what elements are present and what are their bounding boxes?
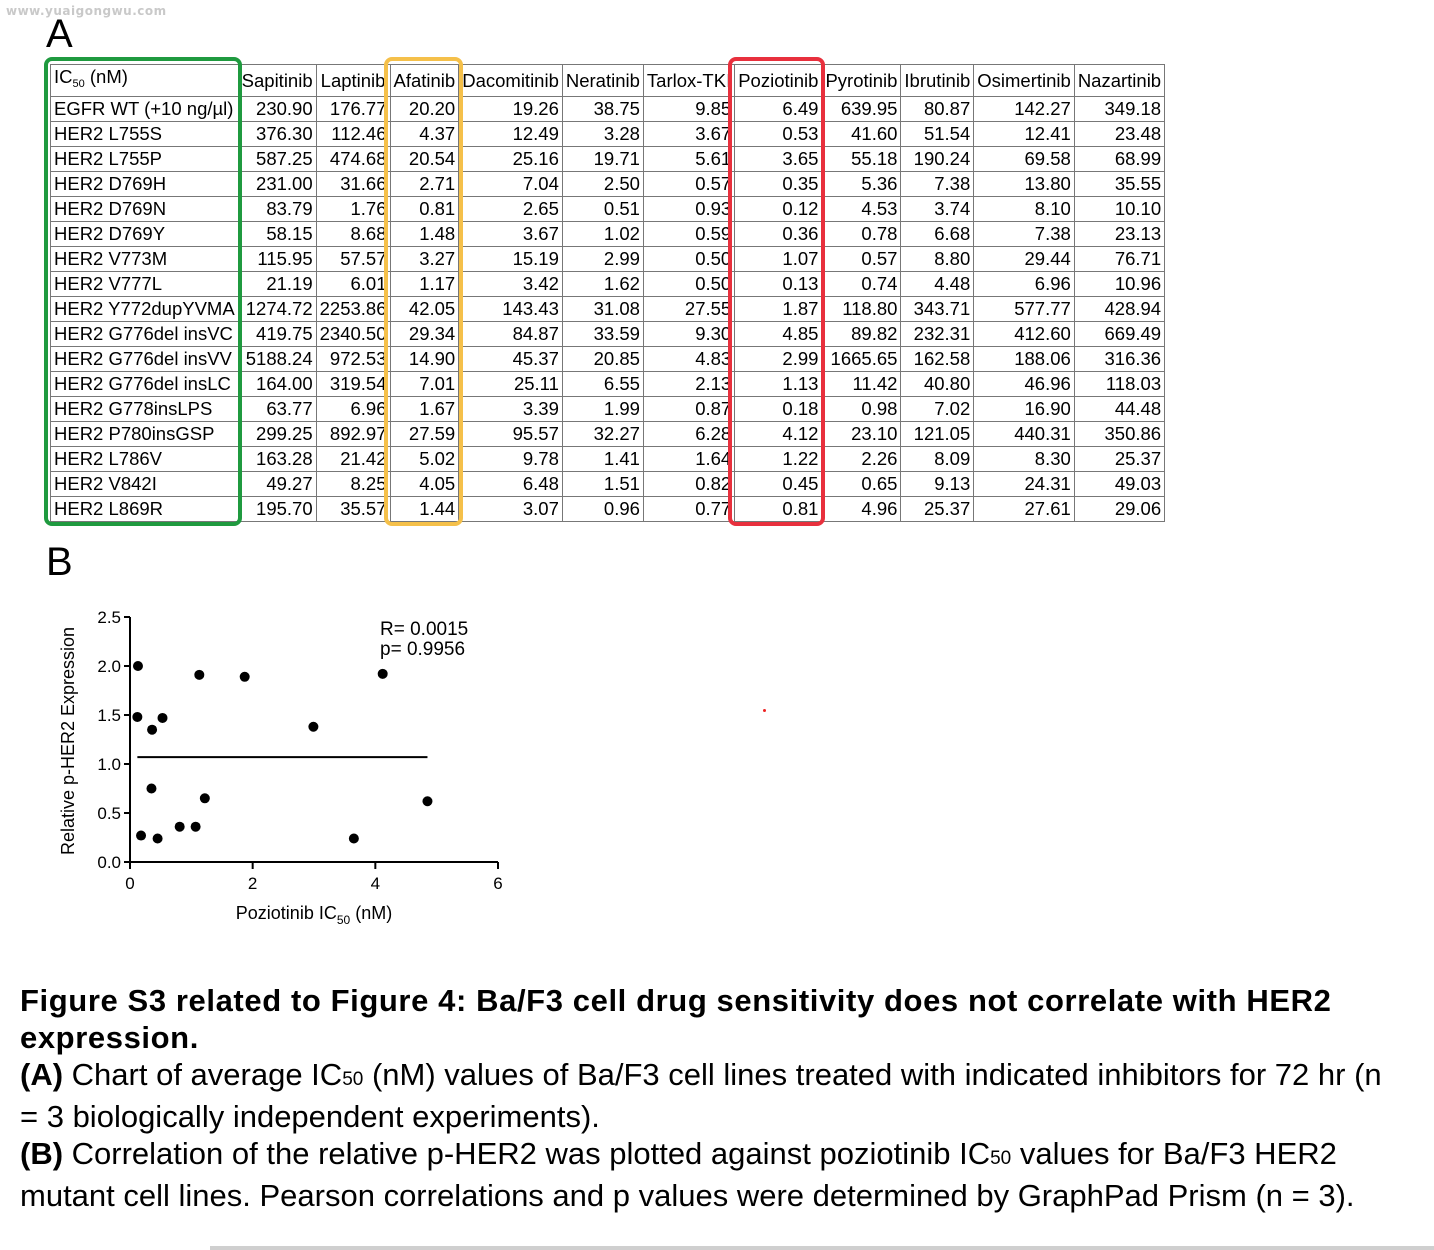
caption-a-subscript: 50 bbox=[342, 1069, 364, 1090]
table-cell: 0.35 bbox=[735, 172, 822, 197]
table-cell: 2.71 bbox=[390, 172, 459, 197]
caption-a-label: (A) bbox=[20, 1057, 64, 1092]
table-cell: 115.95 bbox=[238, 247, 316, 272]
table-cell: 0.65 bbox=[822, 472, 901, 497]
table-cell: 31.08 bbox=[562, 297, 643, 322]
table-cell: 1.67 bbox=[390, 397, 459, 422]
table-cell: 3.65 bbox=[735, 147, 822, 172]
table-row bbox=[51, 322, 1165, 347]
table-cell: 232.31 bbox=[901, 322, 974, 347]
table-cell: 12.41 bbox=[974, 122, 1075, 147]
table-cell: 23.13 bbox=[1074, 222, 1164, 247]
table-cell: 29.06 bbox=[1074, 497, 1164, 522]
stray-red-dot bbox=[763, 709, 766, 712]
table-cell: 6.96 bbox=[974, 272, 1075, 297]
table-cell: 1.17 bbox=[390, 272, 459, 297]
table-cell: 231.00 bbox=[238, 172, 316, 197]
column-header-sapitinib: Sapitinib bbox=[238, 65, 316, 97]
table-cell: 6.96 bbox=[316, 397, 390, 422]
table-cell: 1.76 bbox=[316, 197, 390, 222]
table-cell: 84.87 bbox=[459, 322, 563, 347]
table-cell: 5.02 bbox=[390, 447, 459, 472]
table-cell: 35.55 bbox=[1074, 172, 1164, 197]
table-cell: 20.54 bbox=[390, 147, 459, 172]
table-cell: 349.18 bbox=[1074, 97, 1164, 122]
table-cell: 428.94 bbox=[1074, 297, 1164, 322]
panel-a-label: A bbox=[46, 12, 73, 56]
table-cell: 55.18 bbox=[822, 147, 901, 172]
table-cell: 10.10 bbox=[1074, 197, 1164, 222]
table-cell: 639.95 bbox=[822, 97, 901, 122]
table-cell: 7.04 bbox=[459, 172, 563, 197]
stats-r-text: R= 0.0015 bbox=[380, 619, 469, 640]
table-row bbox=[51, 372, 1165, 397]
table-cell: 3.67 bbox=[643, 122, 734, 147]
data-point bbox=[133, 661, 143, 671]
table-cell: 163.28 bbox=[238, 447, 316, 472]
row-label: HER2 L755S bbox=[51, 122, 239, 147]
table-cell: 14.90 bbox=[390, 347, 459, 372]
table-cell: 0.53 bbox=[735, 122, 822, 147]
table-cell: 9.30 bbox=[643, 322, 734, 347]
table-cell: 3.67 bbox=[459, 222, 563, 247]
table-cell: 0.50 bbox=[643, 272, 734, 297]
corner-header bbox=[51, 65, 239, 97]
table-cell: 972.53 bbox=[316, 347, 390, 372]
table-cell: 57.57 bbox=[316, 247, 390, 272]
table-row bbox=[51, 472, 1165, 497]
table-cell: 23.10 bbox=[822, 422, 901, 447]
table-cell: 419.75 bbox=[238, 322, 316, 347]
data-point bbox=[132, 712, 142, 722]
table-cell: 3.07 bbox=[459, 497, 563, 522]
column-header-laptinib: Laptinib bbox=[316, 65, 390, 97]
data-point bbox=[146, 784, 156, 794]
table-cell: 27.61 bbox=[974, 497, 1075, 522]
caption-part-a bbox=[20, 1056, 1390, 1135]
column-header-nazartinib: Nazartinib bbox=[1074, 65, 1164, 97]
column-header-tarlox-tki: Tarlox-TKI bbox=[643, 65, 734, 97]
table-cell: 1.87 bbox=[735, 297, 822, 322]
table-cell: 9.85 bbox=[643, 97, 734, 122]
table-cell: 58.15 bbox=[238, 222, 316, 247]
data-point bbox=[136, 831, 146, 841]
table-cell: 25.16 bbox=[459, 147, 563, 172]
table-cell: 33.59 bbox=[562, 322, 643, 347]
table-cell: 38.75 bbox=[562, 97, 643, 122]
table-cell: 19.71 bbox=[562, 147, 643, 172]
table-cell: 474.68 bbox=[316, 147, 390, 172]
data-point bbox=[378, 669, 388, 679]
table-cell: 21.42 bbox=[316, 447, 390, 472]
table-cell: 4.37 bbox=[390, 122, 459, 147]
table-cell: 25.11 bbox=[459, 372, 563, 397]
table-cell: 6.49 bbox=[735, 97, 822, 122]
table-cell: 343.71 bbox=[901, 297, 974, 322]
table-cell: 35.57 bbox=[316, 497, 390, 522]
row-label: HER2 V842I bbox=[51, 472, 239, 497]
table-cell: 6.55 bbox=[562, 372, 643, 397]
table-cell: 188.06 bbox=[974, 347, 1075, 372]
table-row bbox=[51, 297, 1165, 322]
table-cell: 0.78 bbox=[822, 222, 901, 247]
table-cell: 8.10 bbox=[974, 197, 1075, 222]
watermark: www.yuaigongwu.com bbox=[6, 4, 167, 18]
table-row bbox=[51, 397, 1165, 422]
row-label: HER2 Y772dupYVMA bbox=[51, 297, 239, 322]
table-cell: 3.28 bbox=[562, 122, 643, 147]
table-cell: 112.46 bbox=[316, 122, 390, 147]
row-label: HER2 G776del insVC bbox=[51, 322, 239, 347]
plot-points bbox=[132, 661, 432, 843]
table-cell: 0.87 bbox=[643, 397, 734, 422]
y-tick-label: 2.5 bbox=[97, 608, 121, 627]
table-cell: 49.27 bbox=[238, 472, 316, 497]
data-point bbox=[147, 725, 157, 735]
x-tick-label: 6 bbox=[493, 874, 503, 893]
data-point bbox=[158, 713, 168, 723]
table-cell: 0.59 bbox=[643, 222, 734, 247]
table-cell: 9.13 bbox=[901, 472, 974, 497]
table-cell: 8.30 bbox=[974, 447, 1075, 472]
x-tick-label: 4 bbox=[370, 874, 381, 893]
table-cell: 0.77 bbox=[643, 497, 734, 522]
table-cell: 46.96 bbox=[974, 372, 1075, 397]
caption-b-text-1: Correlation of the relative p-HER2 was plotted against poziotinib IC bbox=[63, 1136, 991, 1171]
y-tick-label: 1.0 bbox=[97, 755, 121, 774]
table-cell: 63.77 bbox=[238, 397, 316, 422]
table-cell: 8.25 bbox=[316, 472, 390, 497]
table-cell: 319.54 bbox=[316, 372, 390, 397]
y-tick-label: 1.5 bbox=[97, 706, 121, 725]
table-row bbox=[51, 97, 1165, 122]
table-row bbox=[51, 147, 1165, 172]
data-point bbox=[308, 722, 318, 732]
column-header-pyrotinib: Pyrotinib bbox=[822, 65, 901, 97]
table-cell: 577.77 bbox=[974, 297, 1075, 322]
table-cell: 1.48 bbox=[390, 222, 459, 247]
table-cell: 27.59 bbox=[390, 422, 459, 447]
table-cell: 2.26 bbox=[822, 447, 901, 472]
caption-b-label: (B) bbox=[20, 1136, 64, 1171]
table-cell: 19.26 bbox=[459, 97, 563, 122]
table-header-row bbox=[51, 65, 1165, 97]
table-cell: 5188.24 bbox=[238, 347, 316, 372]
table-cell: 32.27 bbox=[562, 422, 643, 447]
table-cell: 190.24 bbox=[901, 147, 974, 172]
table-cell: 15.19 bbox=[459, 247, 563, 272]
table-cell: 10.96 bbox=[1074, 272, 1164, 297]
ic50-table bbox=[50, 64, 1165, 522]
caption-part-b bbox=[20, 1135, 1390, 1214]
table-cell: 0.36 bbox=[735, 222, 822, 247]
x-axis-label bbox=[236, 903, 392, 927]
table-cell: 3.39 bbox=[459, 397, 563, 422]
table-cell: 6.48 bbox=[459, 472, 563, 497]
table-cell: 118.80 bbox=[822, 297, 901, 322]
column-header-dacomitinib: Dacomitinib bbox=[459, 65, 563, 97]
table-cell: 0.45 bbox=[735, 472, 822, 497]
table-cell: 44.48 bbox=[1074, 397, 1164, 422]
table-row bbox=[51, 422, 1165, 447]
table-cell: 25.37 bbox=[1074, 447, 1164, 472]
table-row bbox=[51, 122, 1165, 147]
table-cell: 143.43 bbox=[459, 297, 563, 322]
table-cell: 1.07 bbox=[735, 247, 822, 272]
table-cell: 7.01 bbox=[390, 372, 459, 397]
table-cell: 5.36 bbox=[822, 172, 901, 197]
table-cell: 4.85 bbox=[735, 322, 822, 347]
table-cell: 0.51 bbox=[562, 197, 643, 222]
table-row bbox=[51, 197, 1165, 222]
table-row bbox=[51, 347, 1165, 372]
table-cell: 1.62 bbox=[562, 272, 643, 297]
table-cell: 0.74 bbox=[822, 272, 901, 297]
table-cell: 8.09 bbox=[901, 447, 974, 472]
row-label: HER2 P780insGSP bbox=[51, 422, 239, 447]
x-tick-label: 0 bbox=[125, 874, 135, 893]
x-axis-label-unit: (nM) bbox=[350, 903, 393, 923]
table-cell: 51.54 bbox=[901, 122, 974, 147]
row-label: HER2 L786V bbox=[51, 447, 239, 472]
row-label: HER2 L755P bbox=[51, 147, 239, 172]
row-label: HER2 G776del insLC bbox=[51, 372, 239, 397]
table-cell: 21.19 bbox=[238, 272, 316, 297]
table-cell: 12.49 bbox=[459, 122, 563, 147]
table-cell: 162.58 bbox=[901, 347, 974, 372]
table-cell: 587.25 bbox=[238, 147, 316, 172]
corner-header-main: IC bbox=[54, 66, 73, 87]
data-point bbox=[194, 670, 204, 680]
table-cell: 892.97 bbox=[316, 422, 390, 447]
table-cell: 25.37 bbox=[901, 497, 974, 522]
table-cell: 45.37 bbox=[459, 347, 563, 372]
table-cell: 6.01 bbox=[316, 272, 390, 297]
table-row bbox=[51, 172, 1165, 197]
caption-title: Figure S3 related to Figure 4: Ba/F3 cell drug sensitivity does not correlate with HER2 expression. bbox=[20, 983, 1332, 1055]
table-cell: 669.49 bbox=[1074, 322, 1164, 347]
table-cell: 440.31 bbox=[974, 422, 1075, 447]
table-cell: 5.61 bbox=[643, 147, 734, 172]
row-label: HER2 V773M bbox=[51, 247, 239, 272]
table-cell: 20.85 bbox=[562, 347, 643, 372]
table-cell: 40.80 bbox=[901, 372, 974, 397]
stats-p-text: p= 0.9956 bbox=[380, 639, 466, 660]
table-cell: 376.30 bbox=[238, 122, 316, 147]
table-cell: 49.03 bbox=[1074, 472, 1164, 497]
table-cell: 142.27 bbox=[974, 97, 1075, 122]
corner-header-unit: (nM) bbox=[84, 66, 128, 87]
table-cell: 0.57 bbox=[643, 172, 734, 197]
panel-b-label: B bbox=[46, 540, 73, 584]
table-cell: 412.60 bbox=[974, 322, 1075, 347]
table-cell: 8.68 bbox=[316, 222, 390, 247]
table-cell: 29.44 bbox=[974, 247, 1075, 272]
table-cell: 31.66 bbox=[316, 172, 390, 197]
table-cell: 2253.86 bbox=[316, 297, 390, 322]
x-tick-label: 2 bbox=[247, 874, 258, 893]
table-cell: 1665.65 bbox=[822, 347, 901, 372]
table-cell: 230.90 bbox=[238, 97, 316, 122]
caption-b-subscript: 50 bbox=[990, 1148, 1012, 1169]
corner-header-subscript: 50 bbox=[72, 78, 85, 90]
table-cell: 0.81 bbox=[735, 497, 822, 522]
table-cell: 0.13 bbox=[735, 272, 822, 297]
column-header-ibrutinib: Ibrutinib bbox=[901, 65, 974, 97]
table-cell: 7.38 bbox=[901, 172, 974, 197]
table-cell: 41.60 bbox=[822, 122, 901, 147]
table-cell: 20.20 bbox=[390, 97, 459, 122]
table-cell: 2.65 bbox=[459, 197, 563, 222]
table-cell: 4.83 bbox=[643, 347, 734, 372]
table-cell: 6.68 bbox=[901, 222, 974, 247]
table-row bbox=[51, 247, 1165, 272]
table-cell: 1.99 bbox=[562, 397, 643, 422]
y-tick-label: 2.0 bbox=[97, 657, 121, 676]
table-cell: 0.93 bbox=[643, 197, 734, 222]
table-cell: 7.02 bbox=[901, 397, 974, 422]
table-row bbox=[51, 447, 1165, 472]
table-cell: 3.74 bbox=[901, 197, 974, 222]
table-cell: 0.18 bbox=[735, 397, 822, 422]
table-cell: 2.13 bbox=[643, 372, 734, 397]
table-cell: 1.51 bbox=[562, 472, 643, 497]
table-cell: 7.38 bbox=[974, 222, 1075, 247]
table-cell: 42.05 bbox=[390, 297, 459, 322]
table-cell: 1.02 bbox=[562, 222, 643, 247]
table-cell: 350.86 bbox=[1074, 422, 1164, 447]
bottom-scrollbar[interactable] bbox=[210, 1246, 1434, 1250]
table-cell: 0.81 bbox=[390, 197, 459, 222]
table-cell: 4.48 bbox=[901, 272, 974, 297]
table-cell: 164.00 bbox=[238, 372, 316, 397]
table-cell: 1.13 bbox=[735, 372, 822, 397]
table-cell: 4.53 bbox=[822, 197, 901, 222]
data-point bbox=[175, 822, 185, 832]
caption-a-text-1: Chart of average IC bbox=[63, 1057, 343, 1092]
row-label: HER2 V777L bbox=[51, 272, 239, 297]
y-tick-label: 0.5 bbox=[97, 804, 121, 823]
y-axis-label: Relative p-HER2 Expression bbox=[58, 626, 78, 856]
table-cell: 2.99 bbox=[735, 347, 822, 372]
data-point bbox=[200, 793, 210, 803]
table-cell: 1.22 bbox=[735, 447, 822, 472]
row-label: HER2 L869R bbox=[51, 497, 239, 522]
table-cell: 29.34 bbox=[390, 322, 459, 347]
table-cell: 13.80 bbox=[974, 172, 1075, 197]
table-cell: 83.79 bbox=[238, 197, 316, 222]
data-point bbox=[240, 672, 250, 682]
row-label: HER2 D769H bbox=[51, 172, 239, 197]
row-label: EGFR WT (+10 ng/µl) bbox=[51, 97, 239, 122]
table-cell: 176.77 bbox=[316, 97, 390, 122]
data-point bbox=[153, 833, 163, 843]
column-header-poziotinib: Poziotinib bbox=[735, 65, 822, 97]
table-row bbox=[51, 222, 1165, 247]
table-cell: 27.55 bbox=[643, 297, 734, 322]
table-cell: 4.12 bbox=[735, 422, 822, 447]
column-header-afatinib: Afatinib bbox=[390, 65, 459, 97]
table-cell: 2340.50 bbox=[316, 322, 390, 347]
column-header-neratinib: Neratinib bbox=[562, 65, 643, 97]
table-cell: 0.12 bbox=[735, 197, 822, 222]
table-cell: 299.25 bbox=[238, 422, 316, 447]
x-axis-label-main: Poziotinib IC bbox=[235, 903, 337, 923]
table-row bbox=[51, 272, 1165, 297]
row-label: HER2 G776del insVV bbox=[51, 347, 239, 372]
caption-b-text-2: values for Ba/F3 HER2 mutant cell lines. Pearson correlations and p values were determined by GraphPad Prism (n = 3). bbox=[20, 1136, 1355, 1213]
table-cell: 9.78 bbox=[459, 447, 563, 472]
table-cell: 16.90 bbox=[974, 397, 1075, 422]
table-cell: 4.05 bbox=[390, 472, 459, 497]
table-cell: 68.99 bbox=[1074, 147, 1164, 172]
caption-a-text-2: (nM) values of Ba/F3 cell lines treated with indicated inhibitors for 72 hr (n = 3 biologically independent experiments). bbox=[20, 1057, 1382, 1134]
table-cell: 11.42 bbox=[822, 372, 901, 397]
table-cell: 69.58 bbox=[974, 147, 1075, 172]
figure-caption bbox=[20, 982, 1390, 1214]
table-row bbox=[51, 497, 1165, 522]
table-cell: 118.03 bbox=[1074, 372, 1164, 397]
row-label: HER2 D769N bbox=[51, 197, 239, 222]
table-cell: 76.71 bbox=[1074, 247, 1164, 272]
x-axis-label-subscript: 50 bbox=[336, 913, 351, 927]
table-cell: 23.48 bbox=[1074, 122, 1164, 147]
table-cell: 80.87 bbox=[901, 97, 974, 122]
table-cell: 3.42 bbox=[459, 272, 563, 297]
table-cell: 6.28 bbox=[643, 422, 734, 447]
data-point bbox=[349, 833, 359, 843]
data-point bbox=[422, 796, 432, 806]
table-cell: 0.50 bbox=[643, 247, 734, 272]
table-cell: 1.41 bbox=[562, 447, 643, 472]
table-cell: 1.64 bbox=[643, 447, 734, 472]
column-header-osimertinib: Osimertinib bbox=[974, 65, 1075, 97]
table-cell: 24.31 bbox=[974, 472, 1075, 497]
table-cell: 8.80 bbox=[901, 247, 974, 272]
data-point bbox=[191, 822, 201, 832]
table-cell: 0.57 bbox=[822, 247, 901, 272]
table-cell: 1274.72 bbox=[238, 297, 316, 322]
row-label: HER2 D769Y bbox=[51, 222, 239, 247]
table-cell: 0.98 bbox=[822, 397, 901, 422]
row-label: HER2 G778insLPS bbox=[51, 397, 239, 422]
table-cell: 95.57 bbox=[459, 422, 563, 447]
table-cell: 195.70 bbox=[238, 497, 316, 522]
table-cell: 4.96 bbox=[822, 497, 901, 522]
table-cell: 0.96 bbox=[562, 497, 643, 522]
table-cell: 2.99 bbox=[562, 247, 643, 272]
table-cell: 316.36 bbox=[1074, 347, 1164, 372]
scatter-plot bbox=[40, 595, 520, 935]
table-cell: 1.44 bbox=[390, 497, 459, 522]
table-cell: 121.05 bbox=[901, 422, 974, 447]
y-tick-label: 0.0 bbox=[97, 853, 121, 872]
table-cell: 0.82 bbox=[643, 472, 734, 497]
table-cell: 2.50 bbox=[562, 172, 643, 197]
table-cell: 89.82 bbox=[822, 322, 901, 347]
table-body bbox=[51, 97, 1165, 522]
table-cell: 3.27 bbox=[390, 247, 459, 272]
